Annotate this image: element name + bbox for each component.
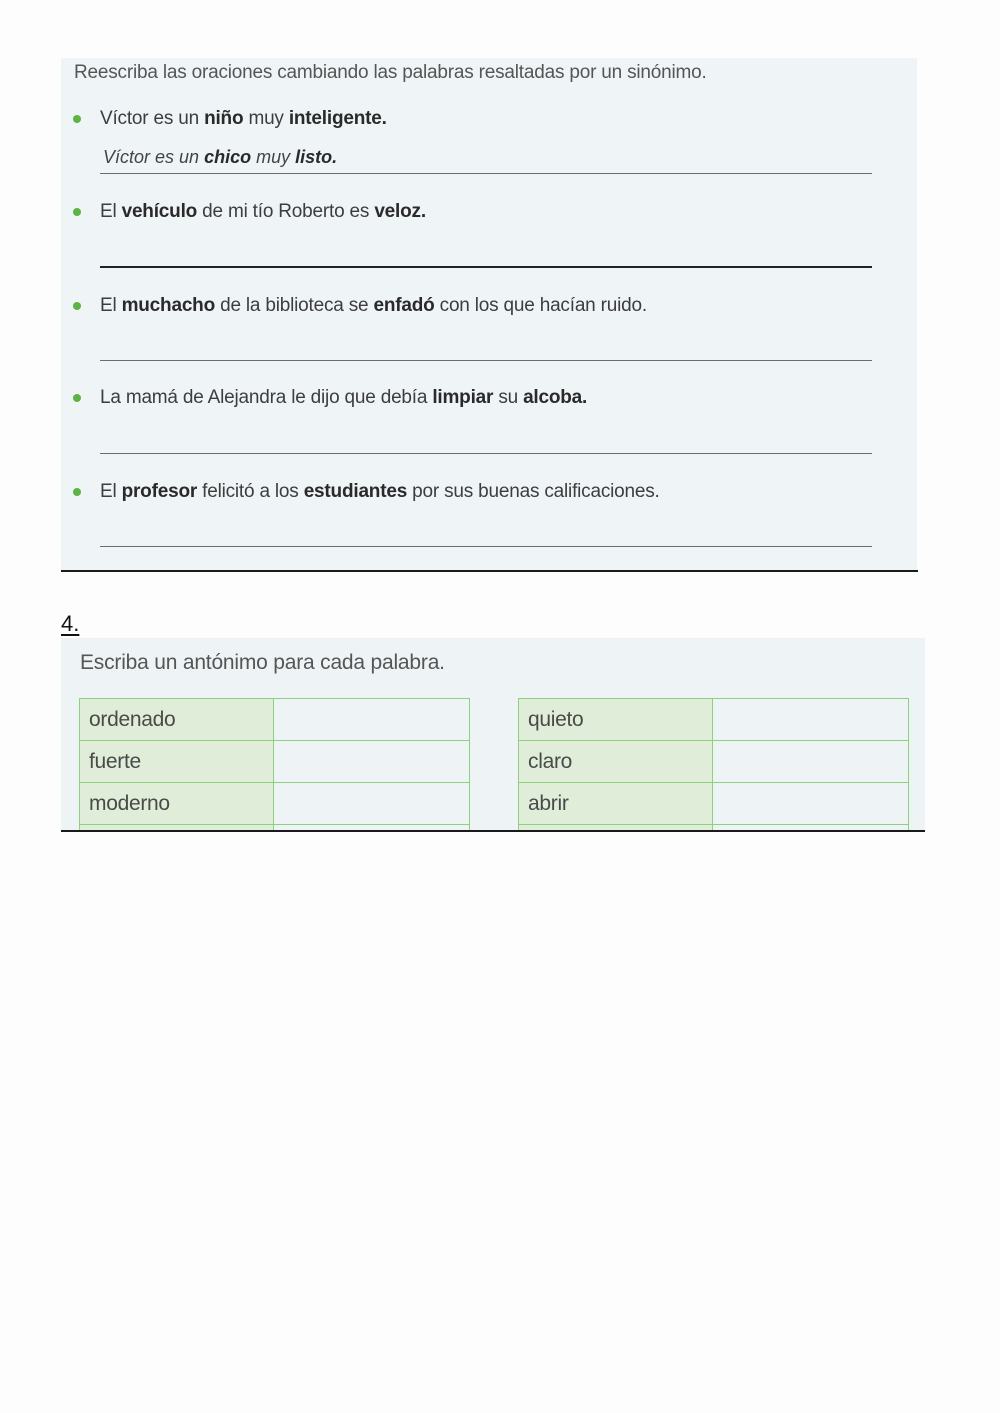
synonyms-instruction: Reescriba las oraciones cambiando las palabras resaltadas por un sinónimo.	[74, 62, 707, 83]
antonym-cell[interactable]	[713, 783, 909, 825]
sentence-text: de la biblioteca se	[215, 295, 374, 316]
sentence-4	[100, 387, 587, 409]
sentence-text: de mi tío Roberto es	[197, 201, 375, 222]
highlighted-word: listo.	[295, 147, 338, 167]
antonym-cell[interactable]	[713, 741, 909, 783]
sentence-5	[100, 481, 660, 503]
table-row	[80, 699, 470, 741]
highlighted-word: inteligente.	[288, 108, 387, 129]
sentence-text: La mamá de Alejandra le dijo que debía	[100, 387, 433, 408]
highlighted-word: enfadó	[373, 295, 435, 316]
sentence-text: El	[100, 481, 122, 502]
table-row	[80, 741, 470, 783]
answer-input-2[interactable]	[100, 239, 878, 265]
antonym-input[interactable]	[713, 699, 908, 740]
highlighted-word: veloz.	[374, 201, 426, 222]
antonym-input[interactable]	[713, 783, 908, 824]
answer-line-1	[100, 173, 872, 174]
answer-line-2	[100, 266, 872, 268]
highlighted-word: limpiar	[432, 387, 494, 408]
highlighted-word: alcoba.	[523, 387, 588, 408]
bullet-icon	[73, 302, 81, 310]
answer-input-3[interactable]	[100, 333, 878, 359]
answer-line-3	[100, 360, 872, 361]
antonyms-instruction: Escriba un antónimo para cada palabra.	[80, 651, 445, 674]
example-answer	[103, 147, 337, 168]
antonym-cell[interactable]	[274, 741, 470, 783]
sentence-text: muy	[251, 147, 296, 167]
answer-input-5[interactable]	[100, 519, 878, 545]
answer-input-4[interactable]	[100, 426, 878, 452]
sentence-text: El	[100, 295, 122, 316]
table-row	[519, 699, 909, 741]
word-cell: claro	[519, 741, 713, 783]
sentence-text: con los que hacían ruido.	[434, 295, 647, 316]
sentence-text: Víctor es un	[103, 147, 205, 167]
sentence-1	[100, 108, 387, 130]
table-row	[519, 741, 909, 783]
antonym-input[interactable]	[713, 741, 908, 782]
highlighted-word: vehículo	[121, 201, 198, 222]
answer-line-5	[100, 546, 872, 547]
page-blank-area	[0, 832, 1000, 1413]
bullet-icon	[73, 208, 81, 216]
antonym-input[interactable]	[274, 741, 469, 782]
sentence-text: felicitó a los	[197, 481, 304, 502]
section-divider	[61, 830, 925, 832]
sentence-3	[100, 295, 647, 317]
sentence-text: El	[100, 201, 122, 222]
antonym-input[interactable]	[274, 699, 469, 740]
highlighted-word: estudiantes	[303, 481, 408, 502]
antonym-cell[interactable]	[274, 783, 470, 825]
word-cell: quieto	[519, 699, 713, 741]
bullet-icon	[73, 488, 81, 496]
antonym-cell[interactable]	[274, 699, 470, 741]
word-cell: fuerte	[80, 741, 274, 783]
bullet-icon	[73, 394, 81, 402]
word-cell: moderno	[80, 783, 274, 825]
highlighted-word: profesor	[121, 481, 198, 502]
sentence-2	[100, 201, 426, 223]
highlighted-word: niño	[204, 108, 244, 129]
section-divider	[61, 570, 918, 572]
section-number: 4.	[61, 611, 80, 636]
word-cell: ordenado	[80, 699, 274, 741]
table-row	[80, 783, 470, 825]
table-row	[519, 783, 909, 825]
sentence-text: Víctor es un	[100, 108, 205, 129]
sentence-text: por sus buenas calificaciones.	[407, 481, 660, 502]
antonym-input[interactable]	[274, 783, 469, 824]
answer-line-4	[100, 453, 872, 454]
bullet-icon	[73, 115, 81, 123]
sentence-text: muy	[243, 108, 289, 129]
sentence-text: su	[493, 387, 524, 408]
word-cell: abrir	[519, 783, 713, 825]
highlighted-word: chico	[204, 147, 252, 167]
highlighted-word: muchacho	[121, 295, 215, 316]
antonym-cell[interactable]	[713, 699, 909, 741]
